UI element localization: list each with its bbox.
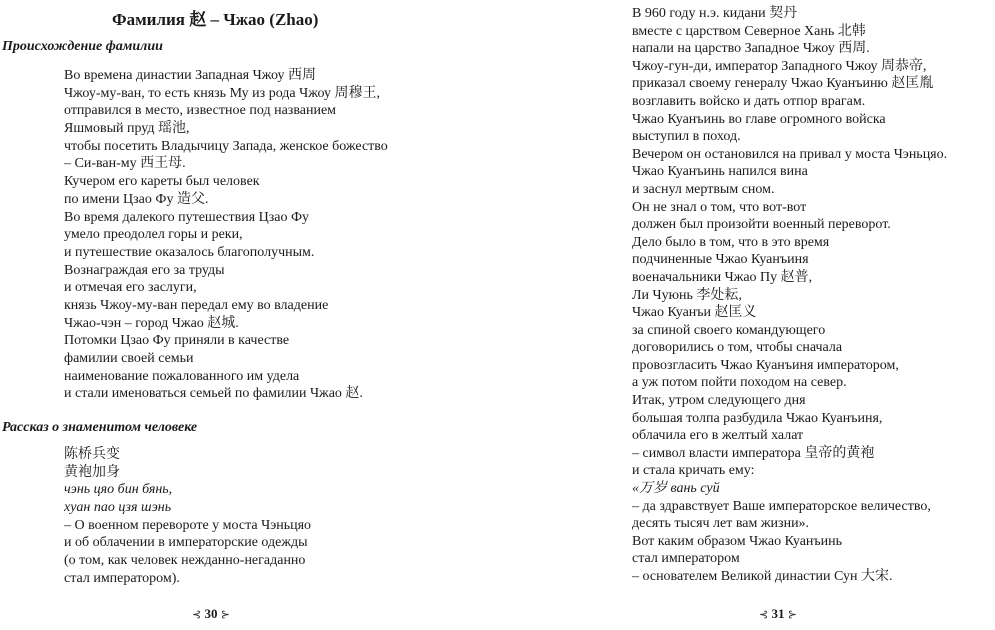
text-line: Чжао Куанъинь напился вина	[632, 164, 808, 180]
left-page	[0, 0, 497, 630]
text-line: чтобы посетить Владычицу Запада, женское божество	[64, 138, 388, 154]
text-line: облачила его в желтый халат	[632, 428, 804, 444]
text-line: отправился в место, известное под названием	[64, 103, 337, 119]
page-number-right	[759, 606, 797, 622]
text-line: «万岁 вань суй	[632, 481, 720, 497]
text-line: стал императором	[632, 551, 740, 567]
text-line: – основателем Великой династии Сун 大宋.	[632, 569, 893, 584]
text-line: Чжао Куанъи 赵匡义	[632, 305, 757, 321]
text-line: (о том, как человек нежданно-негаданно	[64, 553, 306, 569]
right-page	[497, 0, 995, 630]
text-line: Яшмовый пруд 瑶池,	[64, 121, 190, 137]
text-line: Чжао-чэн – город Чжао 赵城.	[64, 315, 239, 331]
page-number-value: 31	[771, 606, 785, 621]
page-number-left	[192, 606, 230, 622]
ornament-left-icon: ⊰	[759, 609, 769, 621]
text-line: и путешествие оказалось благополучным.	[64, 244, 315, 260]
text-line: возглавить войско и дать отпор врагам.	[632, 93, 866, 109]
text-line: большая толпа разбудила Чжао Куанъиня,	[632, 410, 883, 426]
text-line: Потомки Цзао Фу приняли в качестве	[64, 333, 290, 349]
text-line: князь Чжоу-му-ван передал ему во владение	[64, 297, 329, 313]
ornament-right-icon: ⊱	[787, 609, 797, 621]
text-line: стал императором).	[64, 570, 180, 586]
right-text-block	[632, 5, 947, 586]
story-text-block	[64, 446, 311, 588]
text-line: по имени Цзао Фу 造父.	[64, 191, 209, 207]
text-line: Ли Чуюнь 李处耘,	[632, 287, 742, 303]
section-heading-story: Рассказ о знаменитом человеке	[2, 420, 198, 435]
text-line: наименование пожалованного им удела	[64, 368, 300, 384]
text-line: и заснул мертвым сном.	[632, 181, 775, 197]
text-line: и отмечая его заслуги,	[64, 280, 197, 296]
text-line: напали на царство Западное Чжоу 西周.	[632, 41, 870, 57]
section-heading-origin: Происхождение фамилии	[2, 39, 163, 54]
page-number-value: 30	[204, 606, 218, 621]
ornament-left-icon: ⊰	[192, 609, 202, 621]
origin-text-block	[64, 67, 388, 403]
text-line: Вечером он остановился на привал у моста Чэньцяо.	[632, 146, 948, 162]
text-line: и стала кричать ему:	[632, 463, 755, 479]
text-line: должен был произойти военный переворот.	[632, 217, 891, 233]
text-line: Чжоу-гун-ди, император Западного Чжоу 周恭帝,	[632, 58, 927, 74]
text-line: договорились о том, чтобы сначала	[632, 340, 843, 356]
text-line: – О военном перевороте у моста Чэньцяо	[64, 517, 312, 533]
text-line: Кучером его кареты был человек	[64, 174, 260, 190]
text-line: Он не знал о том, что вот-вот	[632, 199, 807, 215]
text-line: 陈桥兵变	[64, 447, 120, 462]
text-line: провозгласить Чжао Куанъиня императором,	[632, 357, 899, 373]
text-line: десять тысяч лет вам жизни».	[632, 516, 810, 532]
text-line: – Си-ван-му 西王母.	[64, 156, 186, 172]
text-line: Вот каким образом Чжао Куанъинь	[632, 533, 843, 549]
chapter-title: Фамилия 赵 – Чжао (Zhao)	[112, 10, 319, 29]
text-line: вместе с царством Северное Хань 北韩	[632, 23, 866, 39]
text-line: и об облачении в императорские одежды	[64, 535, 308, 551]
ornament-right-icon: ⊱	[220, 609, 230, 621]
text-line: выступил в поход.	[632, 129, 741, 145]
text-line: Чжоу-му-ван, то есть князь Му из рода Чжоу 周穆王,	[64, 85, 381, 101]
text-line: Вознаграждая его за труды	[64, 262, 225, 278]
text-line: – символ власти императора 皇帝的黄袍	[632, 445, 875, 461]
text-line: – да здравствует Ваше императорское величество,	[632, 498, 931, 514]
text-line: за спиной своего командующего	[632, 322, 826, 338]
text-line: 黄袍加身	[64, 464, 120, 480]
text-line: а уж потом пойти походом на север.	[632, 375, 847, 391]
text-line: Во время далекого путешествия Цзао Фу	[64, 209, 310, 225]
text-line: чэнь цяо бин бянь,	[64, 482, 173, 498]
text-line: подчиненные Чжао Куанъиня	[632, 252, 809, 268]
text-line: умело преодолел горы и реки,	[64, 227, 243, 243]
text-line: Дело было в том, что в это время	[632, 234, 830, 250]
text-line: и стали именоваться семьей по фамилии Чжао 赵.	[64, 386, 363, 402]
text-line: приказал своему генералу Чжао Куанъиню 赵匡胤	[632, 76, 934, 92]
text-line: хуан пао цзя шэнь	[64, 500, 172, 516]
text-line: военачальники Чжао Пу 赵普,	[632, 269, 813, 285]
text-line: В 960 году н.э. кидани 契丹	[632, 6, 798, 21]
text-line: Во времена династии Западная Чжоу 西周	[64, 68, 316, 83]
text-line: Чжао Куанъинь во главе огромного войска	[632, 111, 886, 127]
text-line: фамилии своей семьи	[64, 351, 194, 366]
text-line: Итак, утром следующего дня	[632, 393, 806, 409]
